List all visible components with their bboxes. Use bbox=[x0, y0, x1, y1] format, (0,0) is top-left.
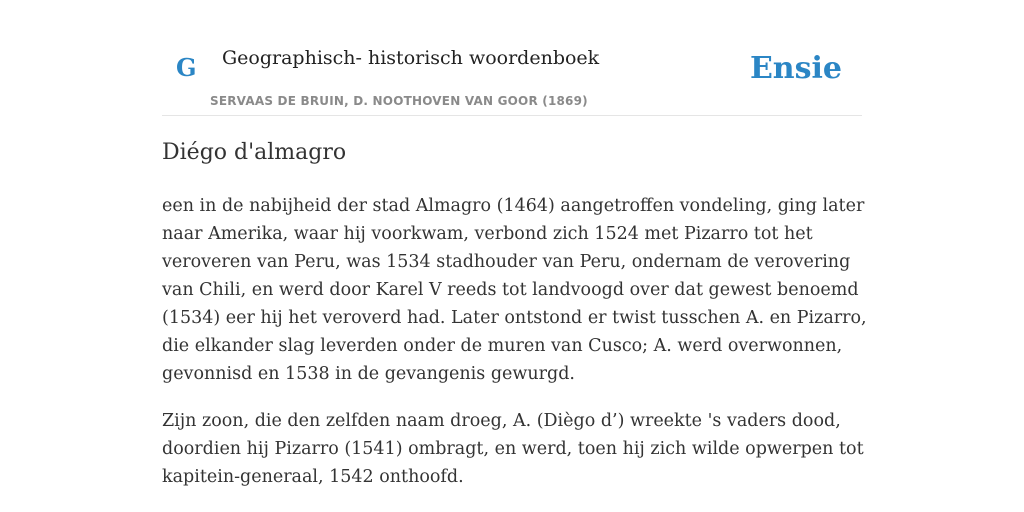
entry-paragraph: een in de nabijheid der stad Almagro (1464) aangetroffen vondeling, ging later naar Amerika, waar hij voorkwam, verbond zich 1524 met Pizarro tot het veroveren van Peru, was 1534 stadhouder van Peru, ondernam de verovering van Chili, en werd door Karel V reeds tot landvoogd over dat gewest benoemd (1534) eer hij het veroverd had. Later ontstond er twist tusschen A. en Pizarro, die elkander slag leverden onder de muren van Cusco; A. werd overwonnen, gevonnisd en 1538 in de gevangenis gewurgd. bbox=[162, 196, 867, 384]
book-author: SERVAAS DE BRUIN, D. NOOTHOVEN VAN GOOR (1869) bbox=[210, 94, 588, 108]
book-letter-logo[interactable]: G bbox=[176, 53, 197, 82]
entry-body bbox=[162, 192, 872, 510]
book-header bbox=[162, 40, 862, 116]
ensie-logo-link[interactable]: Ensie bbox=[749, 51, 842, 86]
entry-paragraph: Zijn zoon, die den zelfden naam droeg, A. (Diègo d’) wreekte 's vaders dood, doordien hij Pizarro (1541) ombragt, en werd, toen hij zich wilde opwerpen tot kapitein-generaal, 1542 onthoofd. bbox=[162, 411, 864, 487]
entry-title: Diégo d'almagro bbox=[162, 140, 347, 165]
book-title-link[interactable]: Geographisch- historisch woordenboek bbox=[222, 47, 600, 69]
